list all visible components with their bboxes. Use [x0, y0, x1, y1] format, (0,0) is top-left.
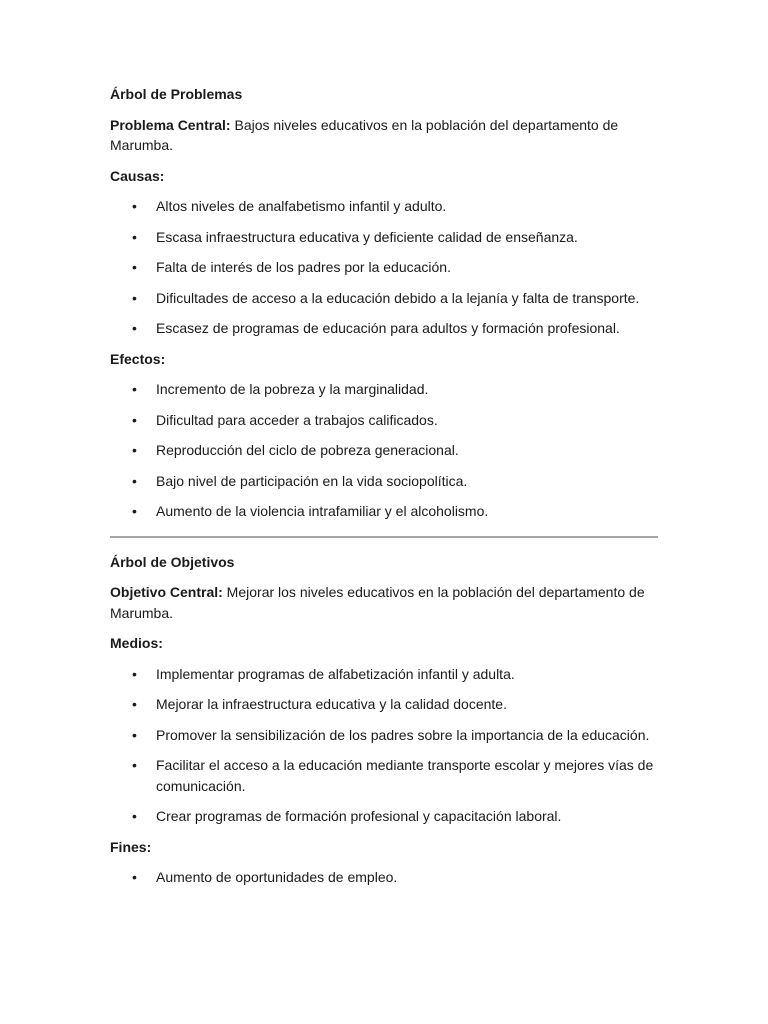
list-item: [110, 755, 658, 796]
bullet-icon: •: [132, 726, 137, 743]
section-divider: [110, 536, 658, 538]
list-item-text: Aumento de la violencia intrafamiliar y el alcoholismo.: [156, 503, 489, 519]
bullet-icon: •: [132, 411, 137, 428]
bullet-icon: •: [132, 320, 137, 336]
list-item-text: Aumento de oportunidades de empleo.: [156, 869, 398, 885]
central-problem-label: Problema Central:: [110, 116, 231, 133]
bullet-icon: •: [132, 259, 137, 275]
bullet-icon: •: [132, 665, 137, 682]
bullet-icon: •: [132, 472, 137, 489]
list-item-text: Implementar programas de alfabetización infantil y adulta.: [156, 665, 515, 682]
list-item: [110, 806, 658, 827]
central-objective-text: Mejorar los niveles educativos en la población del departamento de Marumba.: [110, 584, 645, 621]
bullet-icon: •: [132, 289, 137, 306]
list-item: [110, 410, 658, 431]
bullet-icon: •: [132, 869, 137, 885]
bullet-icon: •: [132, 808, 137, 824]
list-item: [110, 471, 658, 492]
causes-label: Causas:: [110, 167, 165, 184]
bullet-icon: •: [132, 442, 137, 458]
means-list: [110, 664, 658, 827]
problem-tree-title: Árbol de Problemas: [110, 86, 243, 102]
causes-list: [110, 196, 658, 339]
list-item-text: Falta de interés de los padres por la educación.: [156, 259, 451, 275]
list-item: [110, 501, 658, 522]
list-item-text: Dificultad para acceder a trabajos calificados.: [156, 411, 438, 428]
list-item: [110, 227, 658, 248]
list-item-text: Crear programas de formación profesional y capacitación laboral.: [156, 808, 562, 824]
bullet-icon: •: [132, 696, 137, 712]
list-item-text: Escasa infraestructura educativa y deficiente calidad de enseñanza.: [156, 228, 578, 245]
list-item-text: Mejorar la infraestructura educativa y la calidad docente.: [156, 696, 507, 712]
list-item-text: Facilitar el acceso a la educación mediante transporte escolar y mejores vías de comunicación.: [156, 757, 654, 794]
list-item: [110, 288, 658, 309]
central-problem-paragraph: [110, 115, 658, 156]
list-item-text: Reproducción del ciclo de pobreza generacional.: [156, 442, 459, 458]
bullet-icon: •: [132, 228, 137, 245]
bullet-icon: •: [132, 381, 137, 397]
ends-label: Fines:: [110, 838, 152, 855]
list-item-text: Altos niveles de analfabetismo infantil y adulto.: [156, 198, 447, 214]
list-item: [110, 664, 658, 685]
ends-list: [110, 867, 658, 888]
effects-label: Efectos:: [110, 350, 166, 367]
document-page: [110, 84, 658, 898]
list-item: [110, 196, 658, 217]
list-item: [110, 867, 658, 888]
bullet-icon: •: [132, 198, 137, 214]
list-item-text: Dificultades de acceso a la educación debido a la lejanía y falta de transporte.: [156, 289, 640, 306]
list-item: [110, 440, 658, 461]
list-item-text: Incremento de la pobreza y la marginalidad.: [156, 381, 429, 397]
list-item: [110, 257, 658, 278]
bullet-icon: •: [132, 757, 137, 773]
list-item: [110, 379, 658, 400]
list-item-text: Escasez de programas de educación para adultos y formación profesional.: [156, 320, 620, 336]
objective-tree-title: Árbol de Objetivos: [110, 553, 235, 570]
central-objective-label: Objetivo Central:: [110, 584, 223, 600]
list-item-text: Promover la sensibilización de los padres sobre la importancia de la educación.: [156, 726, 650, 743]
list-item: [110, 725, 658, 746]
list-item-text: Bajo nivel de participación en la vida sociopolítica.: [156, 472, 468, 489]
effects-list: [110, 379, 658, 522]
central-objective-paragraph: [110, 582, 658, 623]
bullet-icon: •: [132, 503, 137, 519]
list-item: [110, 318, 658, 339]
list-item: [110, 694, 658, 715]
central-problem-text: Bajos niveles educativos en la población del departamento de Marumba.: [110, 116, 619, 153]
means-label: Medios:: [110, 635, 163, 651]
